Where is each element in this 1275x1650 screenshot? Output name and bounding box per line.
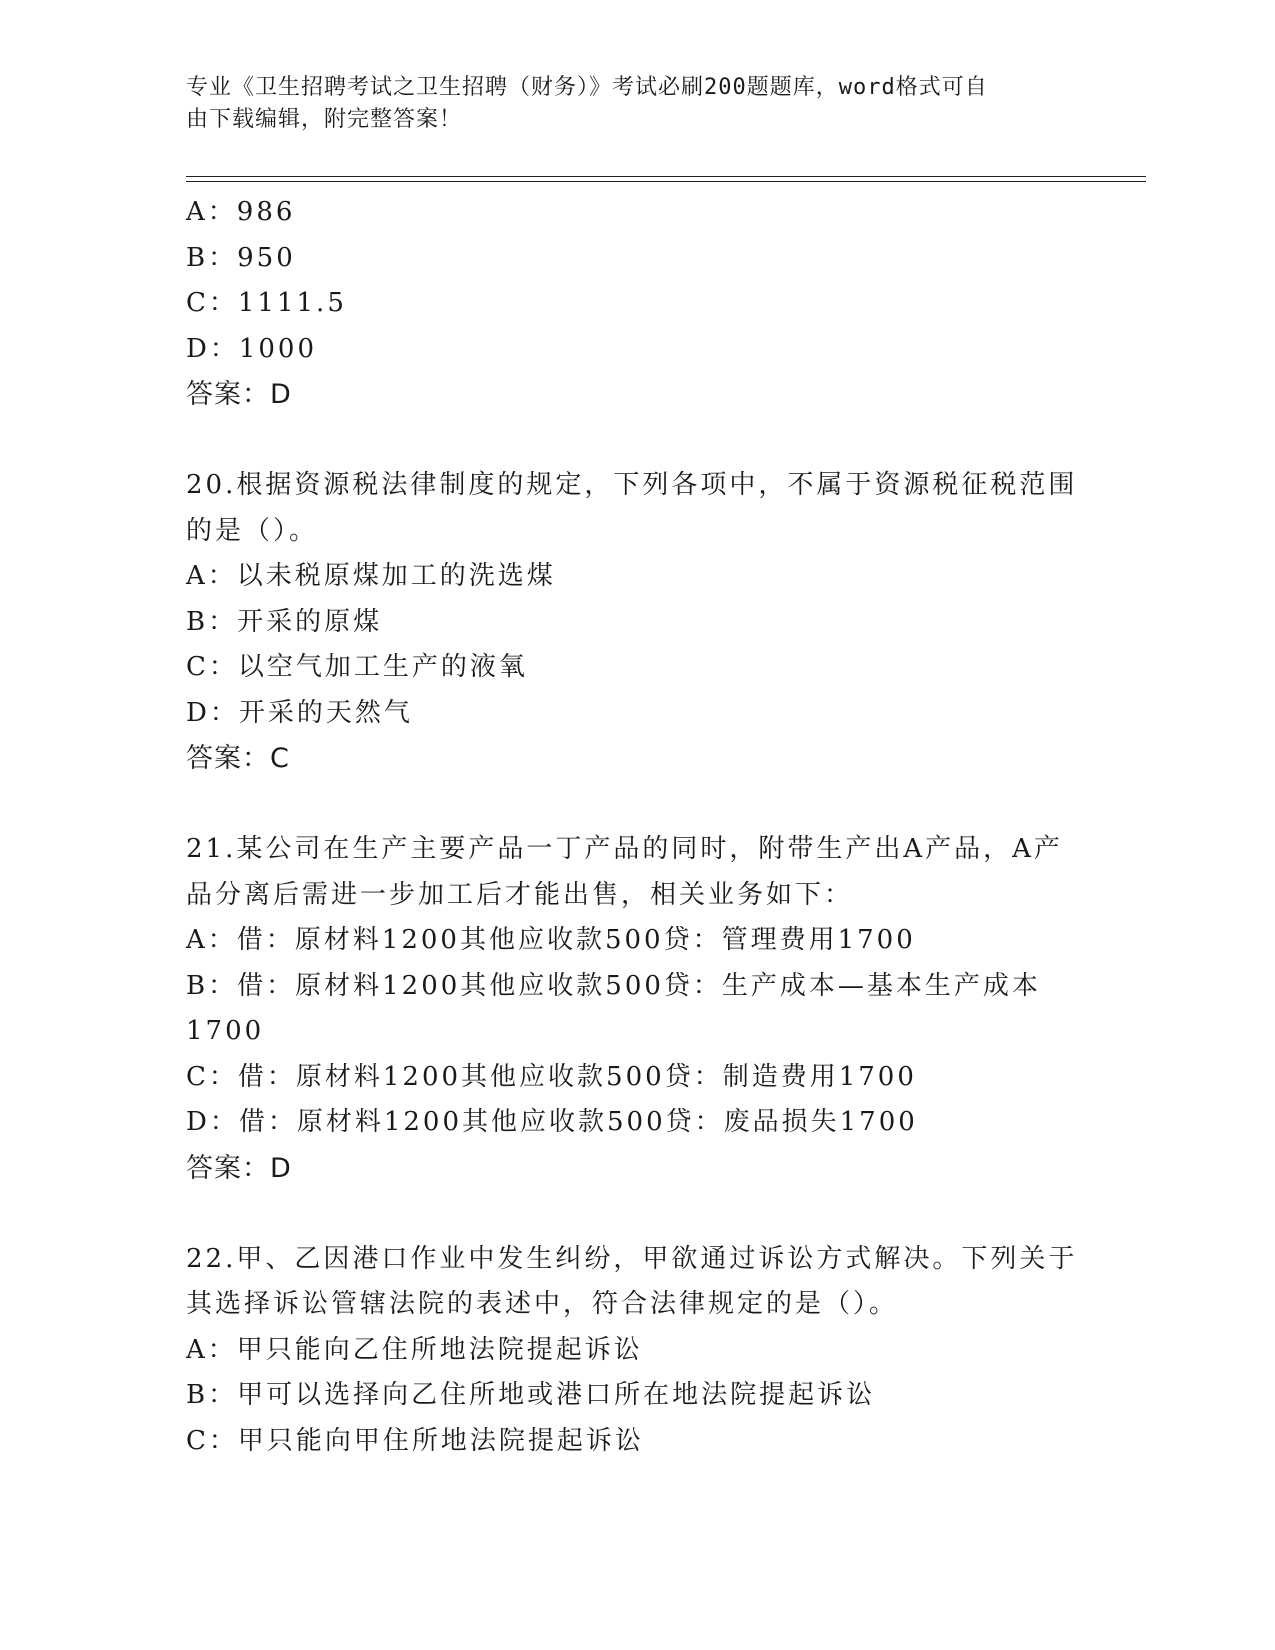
- question-stem: 品分离后需进一步加工后才能出售，相关业务如下：: [186, 879, 854, 910]
- document-header: [186, 72, 1066, 136]
- option-c: C：以空气加工生产的液氧: [186, 652, 528, 682]
- question-stem: 21.某公司在生产主要产品一丁产品的同时，附带生产出A产品，A产: [186, 834, 1063, 864]
- question-list: [186, 190, 1086, 1464]
- option-d: D：1000: [186, 333, 318, 364]
- option-c: C：1111.5: [186, 288, 347, 318]
- option-a: A：986: [186, 197, 296, 227]
- option-b: B：甲可以选择向乙住所地或港口所在地法院提起诉讼: [186, 1380, 876, 1410]
- option-d: D：借：原材料1200其他应收款500贷：废品损失1700: [186, 1107, 918, 1137]
- answer-line: 答案：C: [186, 743, 290, 774]
- question-21: [186, 827, 1086, 1191]
- question-20: [186, 463, 1086, 782]
- header-title-line-1: 专业《卫生招聘考试之卫生招聘（财务）》考试必刷200题题库，word格式可自: [186, 75, 988, 100]
- option-c: C：甲只能向甲住所地法院提起诉讼: [186, 1425, 644, 1456]
- question-stem: 22.甲、乙因港口作业中发生纠纷，甲欲通过诉讼方式解决。下列关于: [186, 1243, 1078, 1274]
- option-a: A：以未税原煤加工的洗选煤: [186, 561, 556, 591]
- option-c: C：借：原材料1200其他应收款500贷：制造费用1700: [186, 1061, 917, 1092]
- option-b: B：开采的原煤: [186, 606, 383, 637]
- answer-line: 答案：D: [186, 379, 292, 410]
- question-19-tail: [186, 190, 1086, 418]
- question-stem: 其选择诉讼管辖法院的表述中，符合法律规定的是（）。: [186, 1289, 899, 1319]
- option-b: B：950: [186, 242, 296, 273]
- question-stem: 20.根据资源税法律制度的规定，下列各项中，不属于资源税征税范围: [186, 470, 1078, 500]
- question-spacer: [186, 1191, 1086, 1237]
- header-title-line-2: 由下载编辑，附完整答案！: [186, 107, 463, 132]
- header-divider: [186, 176, 1146, 182]
- question-spacer: [186, 782, 1086, 828]
- question-stem: 的是（）。: [186, 515, 319, 546]
- answer-line: 答案：D: [186, 1152, 292, 1184]
- question-22: [186, 1237, 1086, 1465]
- option-b: B：借：原材料1200其他应收款500贷：生产成本—基本生产成本: [186, 970, 1041, 1001]
- option-d: D：开采的天然气: [186, 697, 413, 728]
- option-b-continued: 1700: [186, 1016, 265, 1046]
- option-a: A：借：原材料1200其他应收款500贷：管理费用1700: [186, 925, 916, 955]
- option-a: A：甲只能向乙住所地法院提起诉讼: [186, 1334, 643, 1365]
- question-spacer: [186, 418, 1086, 464]
